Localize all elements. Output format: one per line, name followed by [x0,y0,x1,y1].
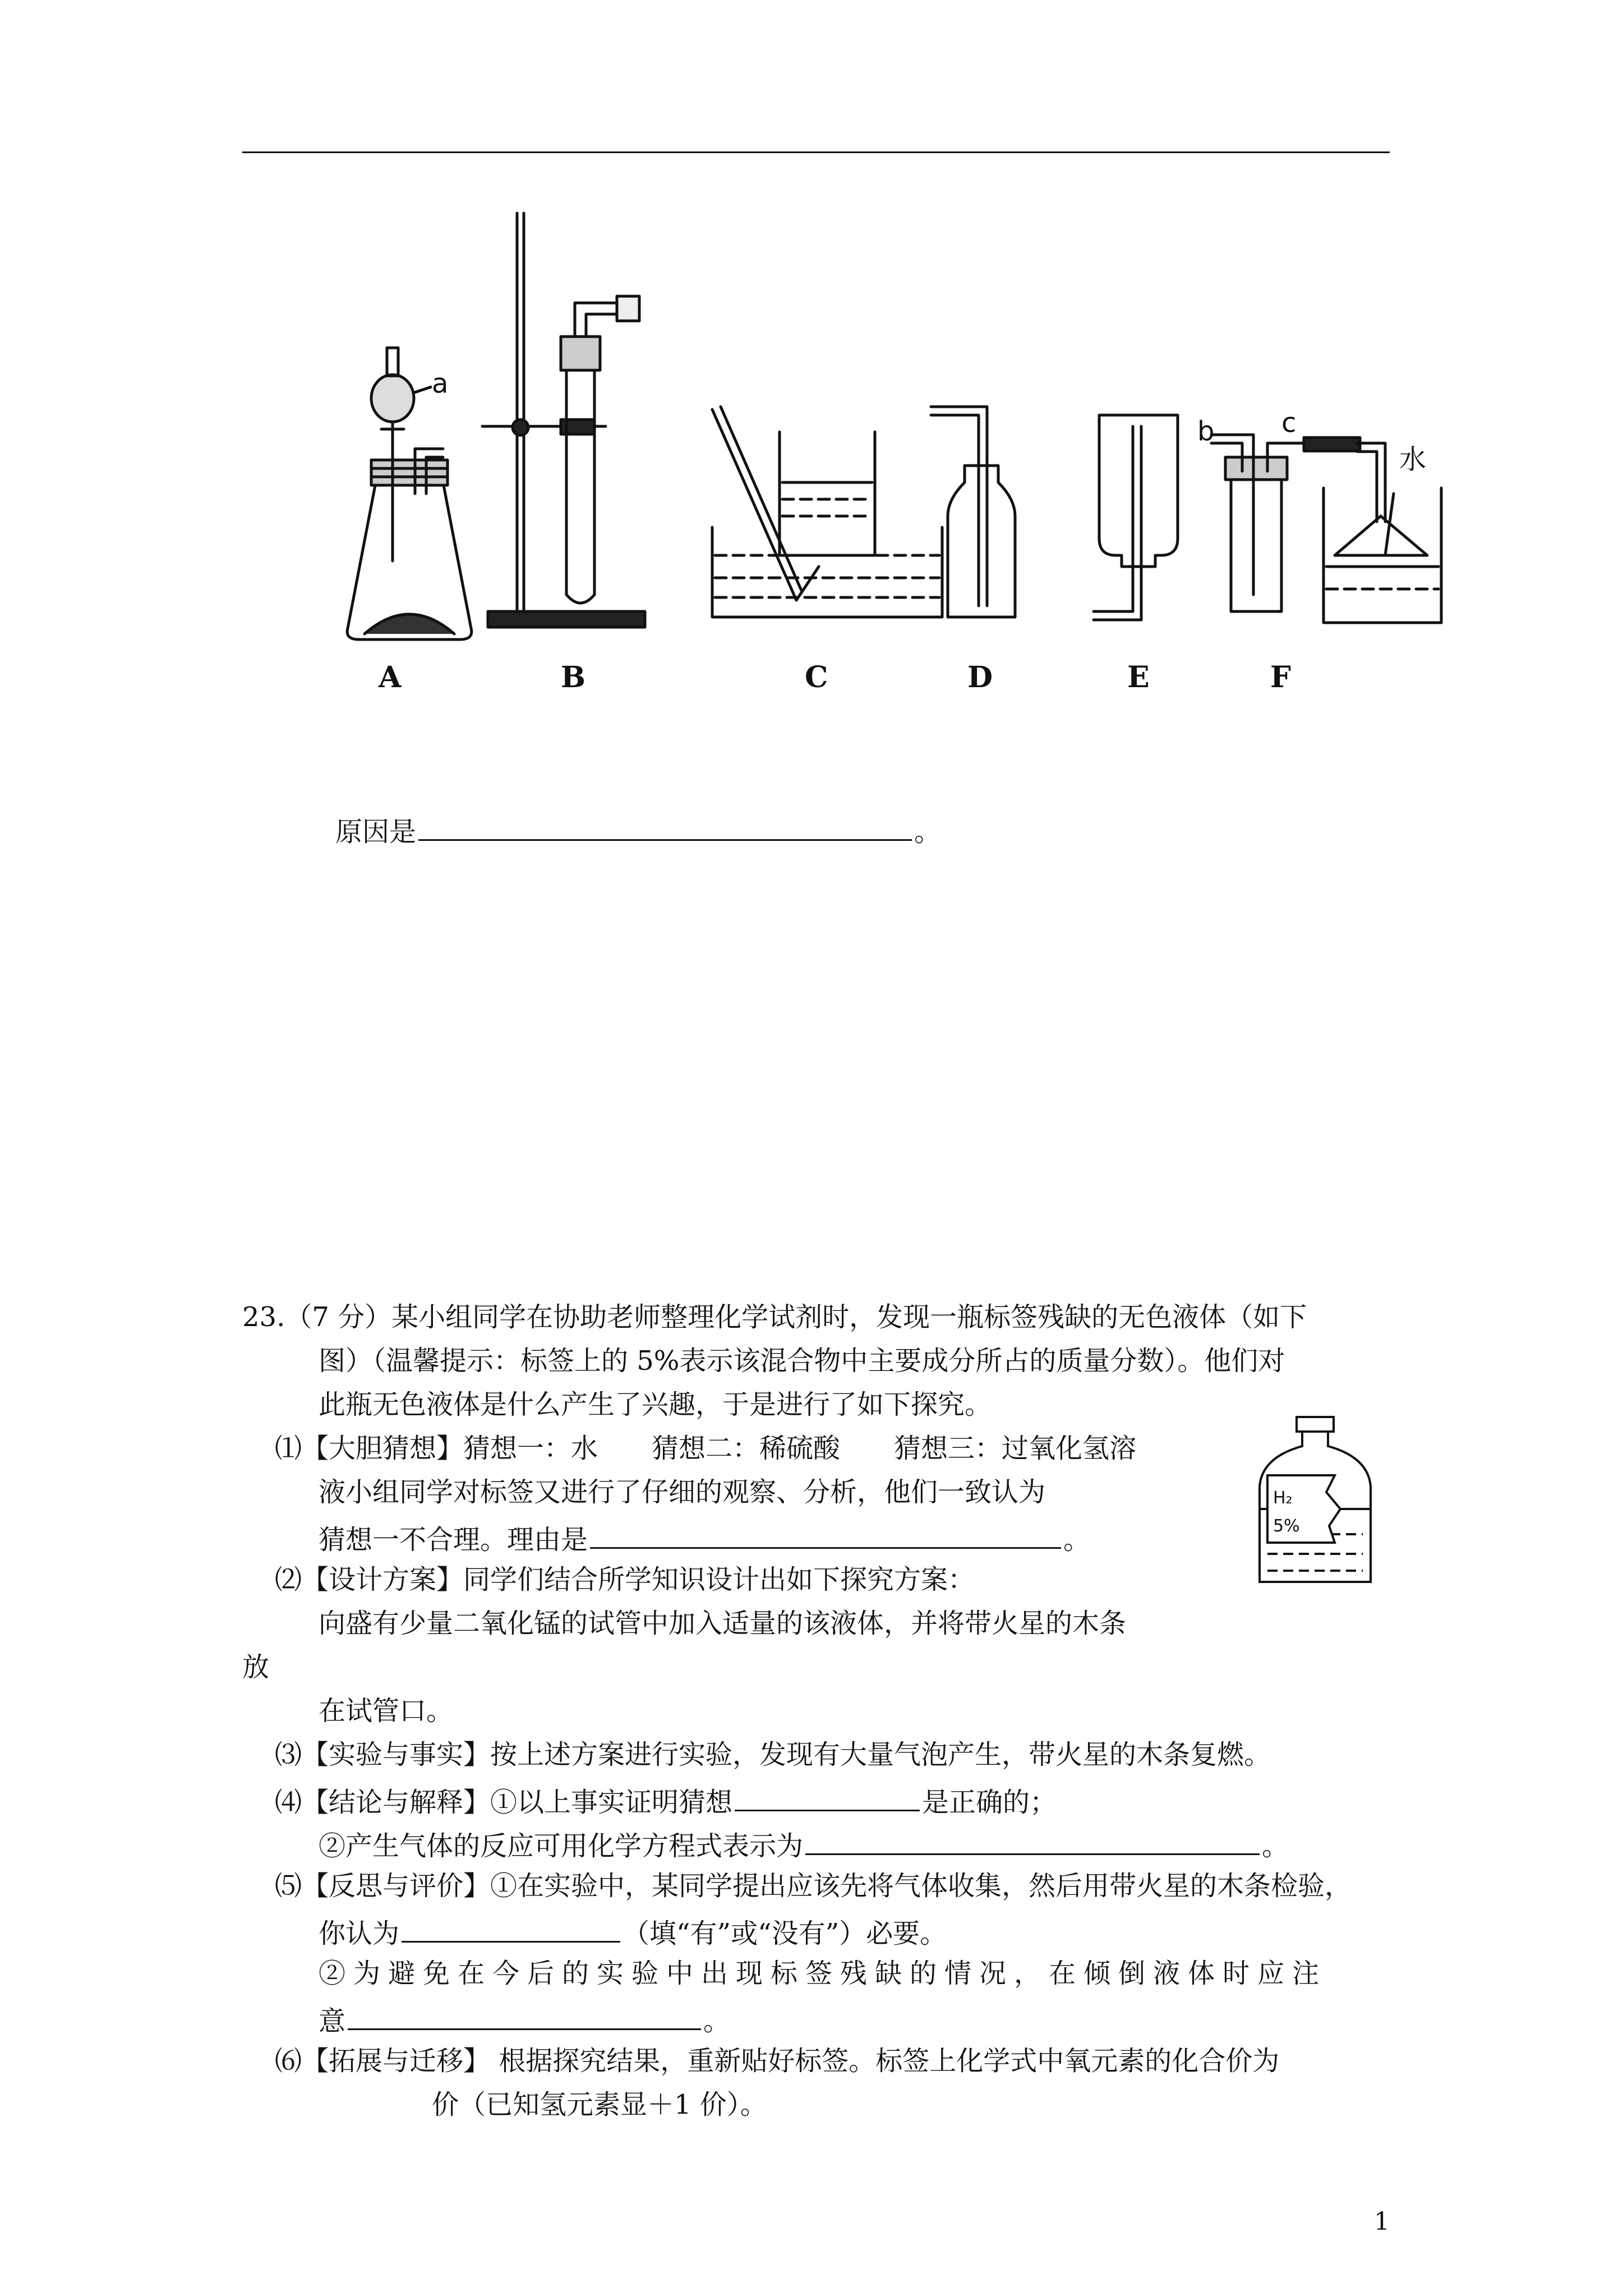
label-a: A [379,660,402,694]
q23-p4-line2 [319,1822,1289,1866]
q23-p5-line4 [319,1997,730,2041]
mark-b: b [1197,416,1215,447]
q23-p2-line4: 在试管口。 [319,1695,454,1727]
p5-attention-label: 意 [319,2005,346,2037]
reagent-bottle-figure [1251,1414,1380,1588]
q23-p5-line1: ⑸【反思与评价】①在实验中，某同学提出应该先将气体收集，然后用带火星的木条检验， [275,1870,1352,1902]
q23-p2-line3: 放 [242,1651,270,1683]
q23-p5-line2 [319,1910,947,1954]
q23-intro-3: 此瓶无色液体是什么产生了兴趣，于是进行了如下探究。 [319,1389,992,1420]
apparatus-b [482,213,645,627]
bottle-percent: 5% [1273,1516,1300,1536]
q23-intro-2: 图）（温馨提示：标签上的 5%表示该混合物中主要成分所占的质量分数）。他们对 [319,1345,1285,1377]
mark-c: c [1281,407,1297,439]
apparatus-c [712,407,942,617]
label-c: C [805,660,828,694]
label-d: D [967,660,993,694]
label-b: B [561,660,585,694]
q23-p5-line3: ②为避免在今后的实验中出现标签残缺的情况，在倾倒液体时应注 [319,1958,1327,1989]
p1-reason-period: 。 [1063,1524,1091,1556]
p1-reason-label: 猜想一不合理。理由是 [319,1524,588,1556]
q23-p1-line3 [319,1516,1090,1560]
p5-label: 你认为 [319,1918,400,1949]
reason-period: 。 [914,816,942,848]
p5-attention-blank[interactable] [348,1997,701,2030]
q23-p1-line1: ⑴【大胆猜想】猜想一：水 猜想二：稀硫酸 猜想三：过氧化氢溶 [275,1433,1137,1464]
p4-equation-label: ②产生气体的反应可用化学方程式表示为 [319,1830,804,1862]
p4-equation-period: 。 [1262,1830,1289,1862]
page-number: 1 [1374,2207,1390,2236]
bottle-formula: H₂ [1273,1488,1293,1508]
reason-blank[interactable] [418,808,912,841]
q23-intro-1: 23.（7 分）某小组同学在协助老师整理化学试剂时，发现一瓶标签残缺的无色液体（如下 [242,1301,1307,1333]
reason-label: 原因是 [335,816,417,848]
q23-p1-line2: 液小组同学对标签又进行了仔细的观察、分析，他们一致认为 [319,1476,1046,1508]
q23-p6-line2: 价（已知氢元素显＋1 价）。 [432,2089,767,2120]
p5-hint: （填“有”或“没有”）必要。 [623,1918,947,1949]
apparatus-e [1094,415,1178,620]
label-e: E [1127,660,1150,694]
label-f: F [1270,660,1291,694]
mark-water: 水 [1399,444,1427,475]
p4-after: 是正确的； [922,1787,1057,1818]
q23-p3: ⑶【实验与事实】按上述方案进行实验，发现有大量气泡产生，带火星的木条复燃。 [275,1739,1271,1770]
q23-p2-line1: ⑵【设计方案】同学们结合所学知识设计出如下探究方案： [275,1564,975,1595]
apparatus-a [347,348,472,639]
p4-equation-blank[interactable] [805,1822,1260,1855]
q23-p6-line1: ⑹【拓展与迁移】 根据探究结果，重新贴好标签。标签上化学式中氧元素的化合价为 [275,2045,1280,2077]
apparatus-figure [0,0,1623,729]
reason-line [335,808,941,852]
p1-reason-blank[interactable] [590,1516,1061,1549]
p4-guess-blank[interactable] [735,1778,920,1811]
q23-p4-line1 [275,1778,1057,1823]
mark-a: a [432,368,449,399]
p5-necessity-blank[interactable] [402,1910,620,1943]
q23-p2-line2: 向盛有少量二氧化锰的试管中加入适量的该液体，并将带火星的木条 [319,1608,1127,1639]
p4-label: ⑷【结论与解释】①以上事实证明猜想 [275,1787,733,1818]
p5-attention-period: 。 [703,2005,731,2037]
